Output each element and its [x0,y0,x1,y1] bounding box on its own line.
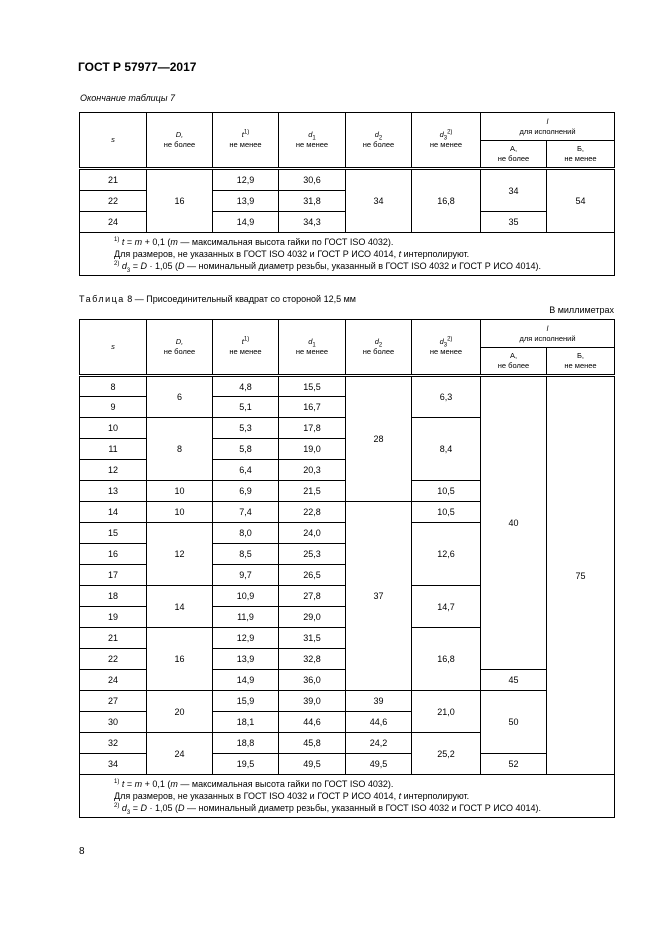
cell-D: 6 [147,376,213,418]
cell-D: 10 [147,481,213,502]
cell-d3: 10,5 [412,502,481,523]
cell-s: 21 [80,628,147,649]
col-header-D: D, не более [147,113,213,169]
cell-s: 24 [80,670,147,691]
cell-d3: 10,5 [412,481,481,502]
col-header-d1: $d_1$ не менее [279,113,346,169]
cell-d3: 16,8 [412,169,481,233]
footnotes-row [80,233,615,276]
col-header-d1: $d_1$ не менее [279,320,346,376]
cell-s: 30 [80,712,147,733]
cell-d1: 30,6 [279,169,346,191]
cell-s: 21 [80,169,147,191]
cell-s: 22 [80,191,147,212]
cell-d1: 15,5 [279,376,346,397]
cell-t: 13,9 [213,649,279,670]
table-row [80,691,615,712]
cell-t: 12,9 [213,169,279,191]
cell-d1: 16,7 [279,397,346,418]
footnotes [80,233,615,276]
cell-d1: 27,8 [279,586,346,607]
cell-d1: 45,8 [279,733,346,754]
cell-s: 13 [80,481,147,502]
cell-s: 24 [80,212,147,233]
cell-d3: 12,6 [412,523,481,586]
cell-l-A: 45 [481,670,547,691]
col-header-s: s [80,320,147,376]
cell-d3: 25,2 [412,733,481,775]
cell-t: 7,4 [213,502,279,523]
footnotes-row [80,775,615,818]
footnote-2: $^{2)}$ $d_3 = D \cdot 1,05$ (D — номинальный диаметр резьбы, указанный в ГОСТ ISO 4032 и ГОСТ Р ИСО 4014). [114,803,541,816]
cell-d1: 25,3 [279,544,346,565]
cell-s: 22 [80,649,147,670]
footnote-1-line2: Для размеров, не указанных в ГОСТ ISO 4032 и ГОСТ Р ИСО 4014, t интерполируют. [114,791,470,801]
cell-s: 34 [80,754,147,775]
cell-d2: 39 [346,691,412,712]
cell-l-A: 52 [481,754,547,775]
cell-D: 12 [147,523,213,586]
cell-s: 9 [80,397,147,418]
cell-d1: 29,0 [279,607,346,628]
cell-d1: 22,8 [279,502,346,523]
cell-D: 24 [147,733,213,775]
cell-d1: 32,8 [279,649,346,670]
cell-s: 16 [80,544,147,565]
cell-d1: 36,0 [279,670,346,691]
cell-s: 10 [80,418,147,439]
cell-t: 6,9 [213,481,279,502]
cell-d1: 20,3 [279,460,346,481]
col-header-t: $t^{1)}$ не менее [213,320,279,376]
units-note: В миллиметрах [549,305,614,315]
footnote-1: $^{1)}$ t = m + 0,1 (m — максимальная высота гайки по ГОСТ ISO 4032). [114,237,394,247]
cell-s: 17 [80,565,147,586]
cell-d3: 21,0 [412,691,481,733]
cell-s: 15 [80,523,147,544]
cell-t: 8,5 [213,544,279,565]
cell-d1: 19,0 [279,439,346,460]
col-header-l: l для исполнений [481,113,615,141]
cell-d3: 6,3 [412,376,481,418]
cell-d2: 24,2 [346,733,412,754]
cell-d2: 34 [346,169,412,233]
cell-s: 14 [80,502,147,523]
footnotes [80,775,615,818]
cell-l-B: 54 [547,169,615,233]
cell-d1: 34,3 [279,212,346,233]
cell-d1: 31,5 [279,628,346,649]
cell-t: 19,5 [213,754,279,775]
cell-t: 18,1 [213,712,279,733]
cell-l-B: 75 [547,376,615,775]
cell-s: 12 [80,460,147,481]
cell-t: 9,7 [213,565,279,586]
cell-D: 16 [147,169,213,233]
footnote-1: $^{1)}$ t = m + 0,1 (m — максимальная высота гайки по ГОСТ ISO 4032). [114,779,394,789]
cell-s: 18 [80,586,147,607]
document-header: ГОСТ Р 57977—2017 [78,60,197,74]
footnote-1-line2: Для размеров, не указанных в ГОСТ ISO 4032 и ГОСТ Р ИСО 4014, t интерполируют. [114,249,470,259]
cell-d1: 17,8 [279,418,346,439]
cell-s: 8 [80,376,147,397]
page-number: 8 [79,846,85,857]
cell-t: 14,9 [213,670,279,691]
cell-t: 12,9 [213,628,279,649]
cell-d2: 37 [346,502,412,691]
cell-d1: 49,5 [279,754,346,775]
cell-t: 8,0 [213,523,279,544]
cell-t: 5,8 [213,439,279,460]
col-header-d2: $d_2$ не более [346,320,412,376]
cell-t: 6,4 [213,460,279,481]
cell-d1: 26,5 [279,565,346,586]
cell-l-A: 34 [481,169,547,212]
table-row [80,169,615,191]
cell-t: 14,9 [213,212,279,233]
cell-t: 11,9 [213,607,279,628]
cell-d1: 21,5 [279,481,346,502]
cell-t: 10,9 [213,586,279,607]
col-header-D: D, не более [147,320,213,376]
cell-t: 5,3 [213,418,279,439]
col-header-d3: $d_3^{2)}$ не менее [412,320,481,376]
cell-d3: 14,7 [412,586,481,628]
cell-t: 18,8 [213,733,279,754]
cell-d2: 44,6 [346,712,412,733]
col-header-t: $t^{1)}$ не менее [213,113,279,169]
col-header-l-B: Б, не менее [547,348,615,376]
col-header-s: s [80,113,147,169]
cell-D: 10 [147,502,213,523]
cell-d2: 49,5 [346,754,412,775]
cell-l-A: 40 [481,376,547,670]
cell-t: 4,8 [213,376,279,397]
cell-s: 11 [80,439,147,460]
table7-continuation-caption: Окончание таблицы 7 [80,93,175,103]
cell-t: 15,9 [213,691,279,712]
cell-D: 16 [147,628,213,691]
col-header-l-A: А, не более [481,141,547,169]
col-header-l-A: А, не более [481,348,547,376]
cell-D: 20 [147,691,213,733]
table-row [80,376,615,397]
col-header-d3: $d_3^{2)}$ не менее [412,113,481,169]
cell-t: 5,1 [213,397,279,418]
col-header-l-B: Б, не менее [547,141,615,169]
cell-d3: 16,8 [412,628,481,691]
col-header-d2: $d_2$ не более [346,113,412,169]
cell-d1: 24,0 [279,523,346,544]
cell-d3: 8,4 [412,418,481,481]
cell-s: 32 [80,733,147,754]
cell-D: 14 [147,586,213,628]
cell-l-A: 50 [481,691,547,754]
cell-d2: 28 [346,376,412,502]
cell-d1: 44,6 [279,712,346,733]
table-8 [79,319,615,818]
cell-l-A: 35 [481,212,547,233]
col-header-l: l для исполнений [481,320,615,348]
cell-s: 19 [80,607,147,628]
table-7-continuation [79,112,615,276]
footnote-2: $^{2)}$ $d_3 = D \cdot 1,05$ (D — номинальный диаметр резьбы, указанный в ГОСТ ISO 4032 и ГОСТ Р ИСО 4014). [114,261,541,274]
cell-d1: 39,0 [279,691,346,712]
cell-t: 13,9 [213,191,279,212]
table8-title: Таблица 8 — Присоединительный квадрат со стороной 12,5 мм [79,294,356,304]
cell-D: 8 [147,418,213,481]
cell-s: 27 [80,691,147,712]
cell-d1: 31,8 [279,191,346,212]
